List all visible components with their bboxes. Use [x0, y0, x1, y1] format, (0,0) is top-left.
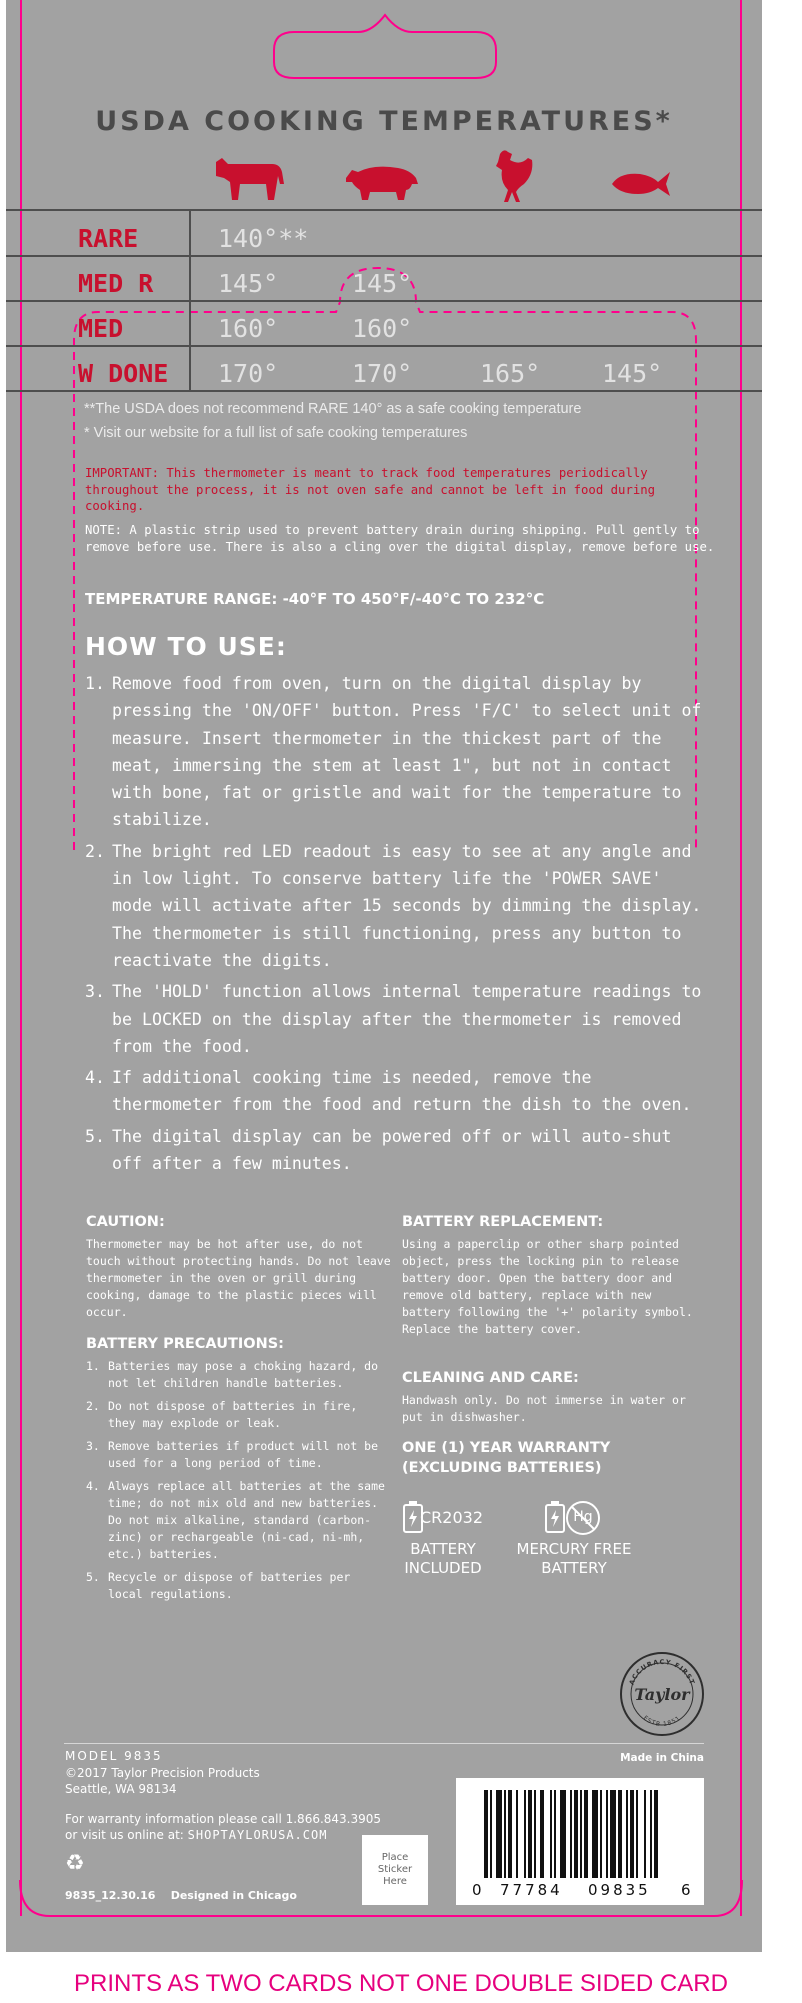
copyright: ©2017 Taylor Precision Products [65, 1766, 260, 1780]
footer-rule [64, 1743, 704, 1744]
table-column-divider [189, 210, 191, 390]
temp-rare-beef: 140°** [218, 224, 309, 253]
caution-body: Thermometer may be hot after use, do not touch without protecting hands. Do not leave thermometer in the oven or grill during cooking, damage to the plastic pieces will occur. [86, 1237, 391, 1319]
temp-well-pork: 170° [352, 359, 413, 388]
precaution-item: 5. Recycle or dispose of batteries per local regulations. [86, 1570, 351, 1601]
barcode-bar [574, 1790, 578, 1878]
barcode-bar [606, 1790, 608, 1878]
model-number: MODEL 9835 [65, 1749, 163, 1763]
battery-included-label-1: BATTERY [410, 1540, 476, 1558]
warranty-heading-line2: (EXCLUDING BATTERIES) [402, 1460, 602, 1476]
barcode-digits-group-2: 09835 [588, 1881, 651, 1899]
barcode-bar [496, 1790, 502, 1878]
precaution-item: 3. Remove batteries if product will not be used for a long period of time. [86, 1439, 379, 1470]
doneness-label-med-rare: MED R [78, 269, 154, 298]
battery-replacement-body: Using a paperclip or other sharp pointed object, press the locking pin to release battery door. Open the battery door and remove old battery, replace with new battery following the '+' polarity symbol. Replace the battery cover. [402, 1237, 693, 1336]
barcode-bar [524, 1790, 526, 1878]
barcode-bar [630, 1790, 634, 1878]
mercury-symbol: Hg [573, 1509, 593, 1525]
made-in-label: Made in China [620, 1752, 704, 1764]
temp-med-rare-beef: 145° [218, 269, 279, 298]
temp-well-beef: 170° [218, 359, 279, 388]
battery-model: CR2032 [420, 1508, 484, 1527]
warranty-heading-line1: ONE (1) YEAR WARRANTY [402, 1440, 611, 1456]
taylor-logo-seal [619, 1651, 705, 1737]
temp-med-beef: 160° [218, 314, 279, 343]
table-rule [6, 300, 762, 302]
sticker-placeholder [362, 1835, 428, 1905]
barcode-bar [636, 1790, 638, 1878]
cleaning-body: Handwash only. Do not immerse in water or put in dishwasher. [402, 1393, 686, 1424]
barcode-bar [484, 1790, 488, 1878]
barcode-bar [644, 1790, 646, 1878]
recycle-icon: ♻ [65, 1851, 85, 1876]
seal-brand-text: Taylor [634, 1685, 690, 1704]
how-to-use-heading: HOW TO USE: [85, 632, 287, 661]
step-item: 2. The bright red LED readout is easy to see at any angle and in low light. To conserve battery life the 'POWER SAVE' mode will activate after 15 seconds by dimming the display. The thermometer is still functioning, press any button to reactivate the digits. [85, 841, 702, 970]
cleaning-heading: CLEANING AND CARE: [402, 1370, 579, 1386]
step-item: 1. Remove food from oven, turn on the digital display by pressing the 'ON/OFF' button. Press 'F/C' to select unit of measure. Insert thermometer in the thickest part of the meat, immersing the stem at least 1", but not in contact with bone, fat or gristle and wait for the temperature to stabilize. [85, 674, 702, 830]
fish-icon [610, 168, 672, 198]
cow-icon [212, 154, 288, 202]
barcode-bar [540, 1790, 544, 1878]
mercury-free-label-2: BATTERY [541, 1559, 607, 1577]
barcode-bar [570, 1790, 572, 1878]
barcode-bar [504, 1790, 506, 1878]
part-code: 9835_12.30.16 Designed in Chicago [65, 1889, 297, 1902]
svg-text:ESTB 1851 [642, 1715, 682, 1729]
table-rule [6, 345, 762, 347]
battery-precautions-heading: BATTERY PRECAUTIONS: [86, 1336, 284, 1352]
doneness-label-rare: RARE [78, 224, 139, 253]
company-location: Seattle, WA 98134 [65, 1782, 177, 1796]
doneness-label-well-done: W DONE [78, 359, 169, 388]
precaution-item: 2. Do not dispose of batteries in fire, they may explode or leak. [86, 1399, 358, 1430]
warranty-info: For warranty information please call 1.866.843.3905 [65, 1812, 382, 1826]
barcode-digit-right: 6 [681, 1881, 691, 1899]
precaution-item: 4. Always replace all batteries at the same time; do not mix old and new batteries. Do not mix alkaline, standard (carbon-zinc) or rechargeable (ni-cad, ni-mh, etc.) batteries. [86, 1479, 385, 1561]
svg-text:ACCURACY FIRST [628, 1658, 697, 1686]
barcode-bar [618, 1790, 622, 1878]
barcode-bars [456, 1778, 704, 1905]
barcode-bar [490, 1790, 492, 1878]
how-to-steps [85, 670, 705, 1181]
barcode-bar [534, 1790, 536, 1878]
seal-top-text: ACCURACY FIRST [627, 1657, 697, 1687]
barcode-bar [550, 1790, 552, 1878]
step-item: 4. If additional cooking time is needed, remove the thermometer from the food and return the dish to the oven. [85, 1068, 692, 1115]
pig-icon [344, 160, 420, 202]
battery-replacement-heading: BATTERY REPLACEMENT: [402, 1214, 604, 1230]
barcode-bar [654, 1790, 658, 1878]
sticker-text: Place Sticker Here [377, 1852, 413, 1887]
barcode-bar [650, 1790, 652, 1878]
mercury-free-label-1: MERCURY FREE [516, 1540, 632, 1558]
temp-med-rare-pork: 145° [352, 269, 413, 298]
battery-precautions-list [86, 1358, 391, 1609]
usda-footnote: **The USDA does not recommend RARE 140° as a safe cooking temperature [84, 401, 582, 417]
website-prefix: or visit us online at: [65, 1828, 188, 1842]
barcode-bar [508, 1790, 512, 1878]
seal-bottom-text: ESTB 1851 [641, 1714, 683, 1729]
table-rule [6, 390, 762, 392]
barcode-bar [516, 1790, 518, 1878]
caution-heading: CAUTION: [86, 1214, 165, 1230]
chicken-icon [492, 148, 536, 204]
barcode-bar [528, 1790, 532, 1878]
barcode-bar [580, 1790, 582, 1878]
battery-included-label-2: INCLUDED [404, 1559, 482, 1577]
temp-well-poultry: 165° [480, 359, 541, 388]
barcode-digits-group-1: 77784 [500, 1881, 563, 1899]
barcode [456, 1778, 704, 1905]
website-link[interactable]: SHOPTAYLORUSA.COM [187, 1828, 328, 1842]
step-item: 3. The 'HOLD' function allows internal temperature readings to be LOCKED on the display after the thermometer is removed from the food. [85, 982, 702, 1056]
temp-well-fish: 145° [602, 359, 663, 388]
barcode-bar [592, 1790, 598, 1878]
temperature-range: TEMPERATURE RANGE: -40°F TO 450°F/-40°C TO 232°C [85, 590, 545, 608]
temp-med-pork: 160° [352, 314, 413, 343]
step-item: 5. The digital display can be powered off or will auto-shut off after a few minutes. [85, 1126, 672, 1174]
important-notice: IMPORTANT: This thermometer is meant to track food temperatures periodically throughout the process, it is not oven safe and cannot be left in food during cooking. [85, 466, 656, 513]
barcode-bar [626, 1790, 628, 1878]
print-note: PRINTS AS TWO CARDS NOT ONE DOUBLE SIDED CARD [74, 1970, 728, 1997]
barcode-digit-left: 0 [472, 1881, 482, 1899]
table-rule [6, 209, 762, 211]
website-line [65, 1827, 327, 1843]
website-footnote: * Visit our website for a full list of safe cooking temperatures [84, 425, 468, 441]
table-rule [6, 255, 762, 257]
barcode-bar [584, 1790, 588, 1878]
barcode-bar [554, 1790, 556, 1878]
barcode-bar [600, 1790, 602, 1878]
precaution-item: 1. Batteries may pose a choking hazard, do not let children handle batteries. [86, 1359, 379, 1390]
barcode-bar [560, 1790, 566, 1878]
packaging-card [6, 0, 762, 1952]
page-title: USDA COOKING TEMPERATURES* [95, 106, 673, 137]
doneness-label-medium: MED [78, 314, 124, 343]
battery-strip-note: NOTE: A plastic strip used to prevent battery drain during shipping. Pull gently to remove before use. There is also a cling over the digital display, remove before use. [85, 523, 715, 554]
barcode-bar [610, 1790, 616, 1878]
